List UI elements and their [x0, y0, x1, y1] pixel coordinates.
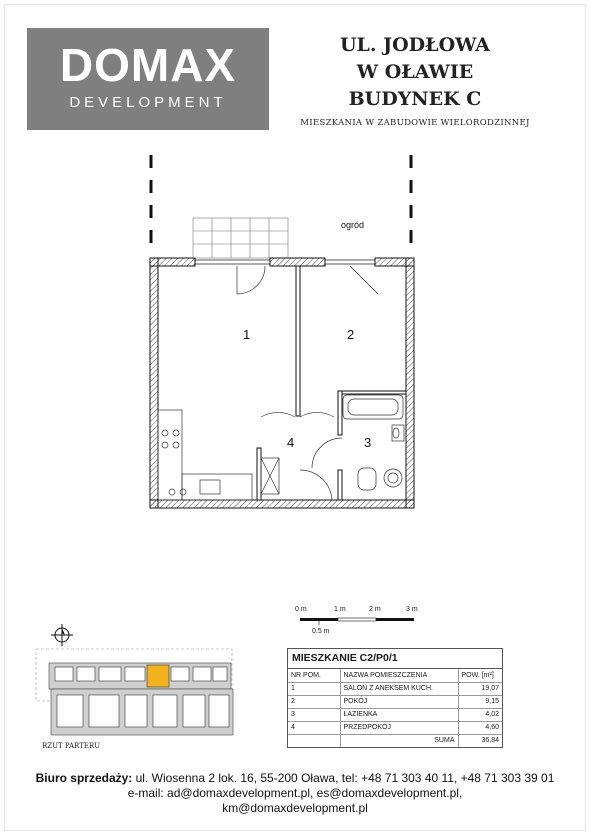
site-plan — [33, 645, 238, 745]
scale-label-half: 0.5 m — [312, 628, 330, 635]
table-row — [288, 682, 502, 695]
address-line-3: BUDYNEK C — [348, 88, 482, 110]
cell-nr: 3 — [288, 708, 340, 721]
highlighted-unit — [147, 665, 169, 687]
room-3-label: 3 — [364, 435, 372, 450]
sum-label: SUMA — [434, 737, 455, 745]
scale-bar — [290, 606, 430, 642]
table-header-row — [288, 669, 502, 682]
footer-office-text: ul. Wiosenna 2 lok. 16, 55-200 Oława, tel: +48 71 303 40 11, +48 71 303 39 01 — [132, 771, 555, 785]
room-4-label: 4 — [287, 435, 295, 450]
table-row — [288, 708, 502, 721]
cell-area: 19,07 — [458, 682, 502, 695]
footer-line-2[interactable]: e-mail: ad@domaxdevelopment.pl, es@domaxdevelopment.pl, — [127, 786, 463, 800]
cell-name: PRZEDPOKÓJ — [340, 721, 458, 734]
interior-walls — [257, 266, 406, 500]
outer-walls — [150, 258, 414, 508]
kitchen-unit — [158, 410, 252, 500]
address-line-2: W OŁAWIE — [356, 61, 474, 83]
cell-nr: 4 — [288, 721, 340, 734]
cell-name: POKÓJ — [340, 695, 458, 708]
scale-label-2: 2 m — [369, 606, 381, 613]
cell-nr: 1 — [288, 682, 340, 695]
header-area: POW. [m²] — [458, 669, 502, 682]
table-row — [288, 695, 502, 708]
cell-name: ŁAZIENKA — [340, 708, 458, 721]
room-2-label: 2 — [347, 327, 355, 342]
table-row — [288, 721, 502, 734]
cell-name: SALON Z ANEKSEM KUCH. — [340, 682, 458, 695]
address-subtitle: MIESZKANIA W ZABUDOWIE WIELORODZINNEJ — [300, 118, 530, 128]
footer-line-1 — [0, 771, 590, 785]
logo-sub: DEVELOPMENT — [69, 94, 227, 111]
scale-label-3: 3 m — [406, 606, 418, 613]
garden-label: ogród — [341, 220, 365, 230]
footer-office-label: Biuro sprzedaży: — [35, 771, 133, 785]
scale-label-0: 0 m — [295, 606, 307, 613]
footer-line-3[interactable]: km@domaxdevelopment.pl — [222, 801, 368, 815]
header-name: NAZWA POMIESZCZENIA — [340, 669, 458, 682]
cell-area: 4,02 — [458, 708, 502, 721]
wardrobe — [261, 458, 279, 494]
table-sum-row — [288, 734, 502, 747]
scale-label-1: 1 m — [334, 606, 346, 613]
cell-area: 9,15 — [458, 695, 502, 708]
unit-table — [287, 648, 503, 748]
header-nr: NR POM. — [288, 669, 340, 682]
address-line-1: UL. JODŁOWA — [339, 34, 491, 56]
cell-nr: 2 — [288, 695, 340, 708]
compass-icon — [51, 624, 73, 646]
unit-title: MIESZKANIE C2/P0/1 — [288, 649, 502, 669]
bathroom-fixtures — [343, 395, 404, 490]
sum-empty — [288, 734, 340, 747]
terrace-tiles — [193, 218, 288, 258]
rooms-table — [288, 669, 502, 747]
scale-ticks — [290, 606, 430, 642]
sum-value: 36,84 — [458, 734, 502, 747]
cell-area: 4,60 — [458, 721, 502, 734]
logo-brand: DOMAX — [59, 39, 237, 91]
site-plan-caption: RZUT PARTERU — [42, 742, 101, 750]
room-1-label: 1 — [243, 327, 251, 342]
